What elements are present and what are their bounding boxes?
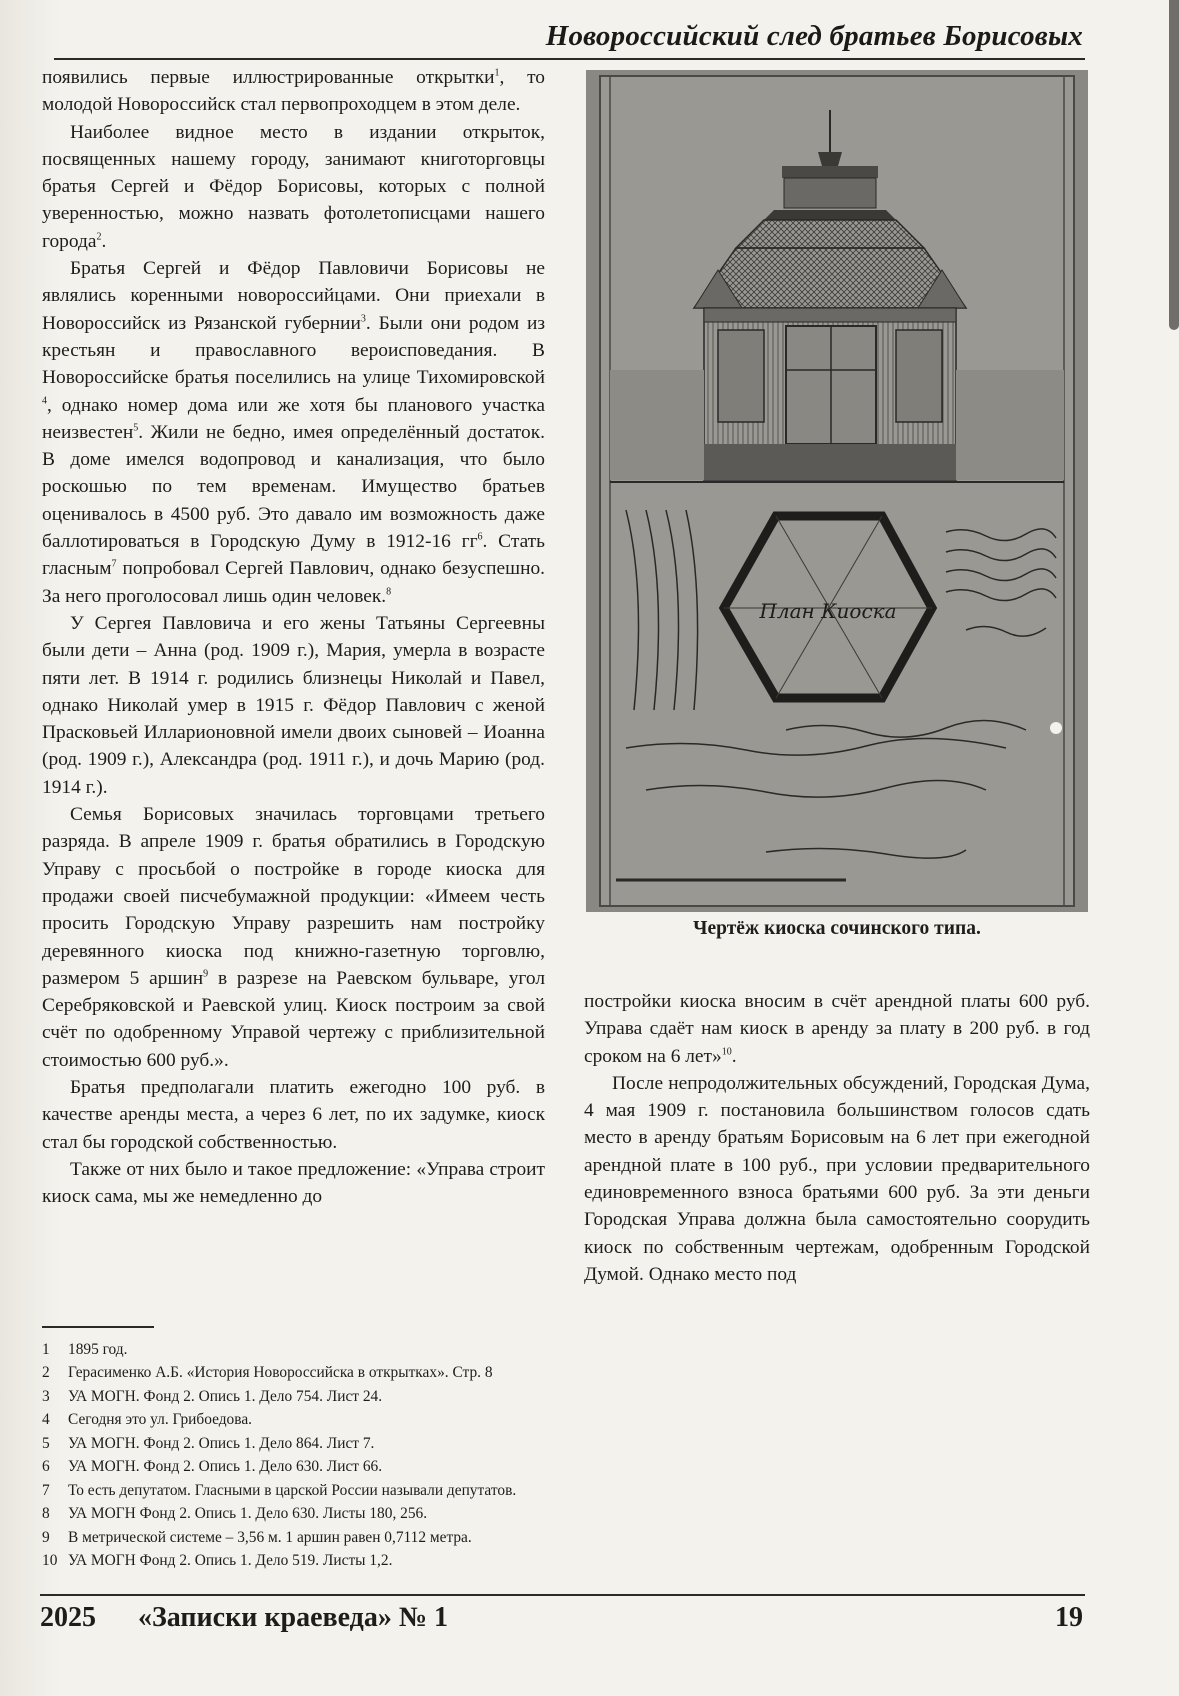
footnote: 9 В метрической системе – 3,56 м. 1 аршин равен 0,7112 метра. [42,1528,472,1546]
footnote: 5 УА МОГН. Фонд 2. Опись 1. Дело 864. Лист 7. [42,1434,375,1452]
footnotes [42,1338,942,1573]
header-divider [54,58,1085,60]
footnote: 4 Сегодня это ул. Грибоедова. [42,1411,252,1429]
footnote-divider [42,1326,154,1328]
footer-journal: «Записки краеведа» № 1 [138,1602,448,1633]
footnote: 1 1895 год. [42,1340,128,1358]
footer-divider [40,1594,1085,1596]
paragraph: После непродолжительных обсуждений, Городская Дума, 4 мая 1909 г. постановила большинством голосов сдать место в аренду братьям Борисовым на 6 лет при ежегодной арендной плате в 100 руб., при условии предварительного единовременного взноса братьями 600 руб. За эти деньги Городская Управа должна была самостоятельно соорудить киоск по собственным чертежам, одобренным Городской Думой. Однако место под [584,1072,1090,1285]
page-number: 19 [1055,1602,1083,1633]
footnote: 8 УА МОГН Фонд 2. Опись 1. Дело 630. Листы 180, 256. [42,1505,428,1523]
paragraph: Братья предполагали платить ежегодно 100 руб. в качестве аренды места, а через 6 лет, по их задумке, киоск стал бы городской собственностью. [42,1076,545,1153]
figure-caption: Чертёж киоска сочинского типа. [693,918,981,939]
scrollbar[interactable] [1169,0,1179,330]
footnote: 10 УА МОГН Фонд 2. Опись 1. Дело 519. Листы 1,2. [42,1552,393,1570]
kiosk-drawing-figure [586,70,1088,912]
kiosk-drawing [586,70,1088,912]
paragraph: постройки киоска вносим в счёт арендной платы 600 руб. Управа сдаёт нам киоск в аренду за плату в 200 руб. в год сроком на 6 лет»$^{10}$. [584,991,1090,1067]
footnote: 3 УА МОГН. Фонд 2. Опись 1. Дело 754. Лист 24. [42,1387,383,1405]
paragraph: Братья Сергей и Фёдор Павловичи Борисовы не являлись коренными новороссийцами. Они приехали в Новороссийск из Рязанской губернии$^3$. Были они родом из крестьян и православного вероисповедания. В Новороссийске братья поселились на улице Тихомировской $^4$, однако номер дома или же хотя бы планового участка неизвестен$^5$. Жили не бедно, имея определённый достаток. В доме имелся водопровод и канализация, что было роскошью по тем временам. Имущество братьев оценивалось в 4500 руб. Это давало им возможность даже баллотироваться в Городскую Думу в 1912-16 $гг^6$. Стать гласным$^7$ попробовал Сергей Павлович, однако безуспешно. За него проголосовал лишь один человек.$^8$ [42,258,546,607]
footnote: 2 Герасименко А.Б. «История Новороссийска в открытках». Стр. 8 [42,1364,493,1382]
footnote: 6 УА МОГН. Фонд 2. Опись 1. Дело 630. Лист 66. [42,1458,383,1476]
plan-label: План Киоска [759,599,897,623]
paragraph: У Сергея Павловича и его жены Татьяны Сергеевны были дети – Анна (род. 1909 г.), Мария, умерла в возрасте пяти лет. В 1914 г. родились близнецы Николай и Павел, однако Николай умер в 1915 г. Фёдор Павлович с женой Прасковьей Илларионовной имели двоих сыновей – Иоанна (род. 1909 г.), Александра (род. 1911 г.), и дочь Марию (род. 1914 г.). [42,612,545,798]
right-column [584,988,1090,1288]
paragraph: Наиболее видное место в издании открыток, посвященных нашему городу, занимают книготорговцы братья Сергей и Фёдор Борисовы, которых с полной уверенностью, можно назвать фотолетописцами нашего города$^2$. [42,121,545,252]
paragraph: Также от них было и такое предложение: «Управа строит киоск сама, мы же немедленно до [42,1158,545,1208]
left-column [42,64,545,1210]
footer-year: 2025 [40,1602,96,1633]
footnote: 7 То есть депутатом. Гласными в царской России называли депутатов. [42,1481,517,1499]
paragraph: появились первые иллюстрированные открытки$^1$, то молодой Новороссийск стал первопроходцем в этом деле. [42,67,545,116]
paragraph: Семья Борисовых значилась торговцами третьего разряда. В апреле 1909 г. братья обратились в Городскую Управу с просьбой о постройке в городе киоска для продажи своей писчебумажной продукции: «Имеем честь просить Городскую Управу разрешить нам постройку деревянного киоска под книжно-газетную торговлю, размером 5 аршин$^9$ в разрезе на Раевском бульваре, угол Серебряковской и Раевской улиц. Киоск построим за свой счёт по одобренному Управой чертежу с приблизительной стоимостью 600 руб.». [42,804,545,1071]
running-header: Новороссийский след братьев Борисовых [545,20,1083,52]
